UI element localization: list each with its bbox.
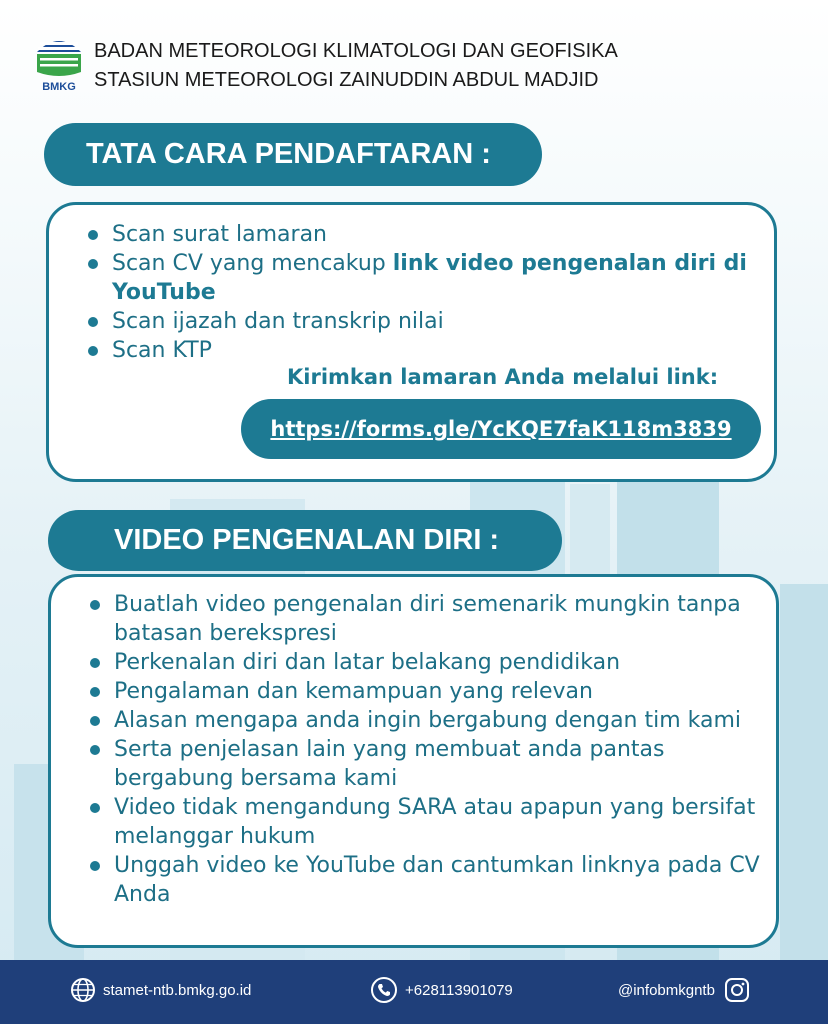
list-item — [84, 793, 764, 851]
bullet-icon — [90, 745, 100, 755]
list-item — [84, 706, 764, 735]
instagram-link[interactable] — [618, 972, 751, 1008]
bullet-icon — [90, 716, 100, 726]
list-item — [82, 220, 762, 249]
instagram-text: @infobmkgntb — [618, 981, 715, 999]
globe-icon — [70, 977, 96, 1003]
background-building — [780, 584, 828, 964]
list-item-text: Perkenalan diri dan latar belakang pendidikan — [114, 650, 621, 675]
list-item — [84, 677, 764, 706]
registration-list — [82, 220, 762, 365]
list-item-highlight: link video pengenalan diri di YouTube — [112, 251, 747, 305]
list-item-text: Scan ijazah dan transkrip nilai — [112, 309, 444, 334]
video-card — [48, 574, 779, 948]
bullet-icon — [88, 317, 98, 327]
bullet-icon — [88, 230, 98, 240]
list-item — [84, 590, 764, 648]
bullet-icon — [90, 861, 100, 871]
bullet-icon — [90, 600, 100, 610]
registration-title: TATA CARA PENDAFTARAN : — [44, 123, 542, 186]
list-item-text: Scan KTP — [112, 338, 212, 363]
bullet-icon — [88, 259, 98, 269]
video-list — [84, 590, 764, 909]
list-item-text: Pengalaman dan kemampuan yang relevan — [114, 679, 593, 704]
list-item-text: Scan CV yang mencakup — [112, 251, 393, 276]
bullet-icon — [90, 803, 100, 813]
send-label: Kirimkan lamaran Anda melalui link: — [287, 365, 719, 389]
form-link-button[interactable]: https://forms.gle/YcKQE7faK118m3839 — [241, 399, 761, 459]
footer — [0, 960, 828, 1024]
list-item-text: Serta penjelasan lain yang membuat anda pantas bergabung bersama kami — [114, 737, 665, 791]
list-item-text: Unggah video ke YouTube dan cantumkan linknya pada CV Anda — [114, 853, 760, 907]
logo-text: BMKG — [42, 81, 76, 92]
bullet-icon — [88, 346, 98, 356]
bullet-icon — [90, 658, 100, 668]
registration-card — [46, 202, 777, 482]
website-text: stamet-ntb.bmkg.go.id — [103, 981, 252, 999]
list-item — [82, 307, 762, 336]
list-item — [84, 648, 764, 677]
list-item-text: Scan surat lamaran — [112, 222, 328, 247]
bmkg-logo — [34, 32, 84, 92]
organization-name — [94, 37, 618, 95]
list-item — [82, 336, 762, 365]
website-link[interactable] — [70, 972, 251, 1008]
instagram-icon — [723, 976, 751, 1004]
list-item — [82, 249, 762, 307]
bullet-icon — [90, 687, 100, 697]
header — [34, 32, 794, 92]
phone-text: +628113901079 — [405, 981, 513, 999]
list-item-text: Video tidak mengandung SARA atau apapun yang bersifat melanggar hukum — [114, 795, 756, 849]
list-item-text: Buatlah video pengenalan diri semenarik mungkin tanpa batasan berekspresi — [114, 592, 741, 646]
video-title: VIDEO PENGENALAN DIRI : — [48, 510, 562, 571]
org-line-1: BADAN METEOROLOGI KLIMATOLOGI DAN GEOFISIKA — [94, 40, 618, 62]
phone-link[interactable] — [370, 972, 513, 1008]
list-item — [84, 851, 764, 909]
list-item — [84, 735, 764, 793]
org-line-2: STASIUN METEOROLOGI ZAINUDDIN ABDUL MADJID — [94, 69, 599, 91]
phone-icon — [370, 976, 398, 1004]
list-item-text: Alasan mengapa anda ingin bergabung dengan tim kami — [114, 708, 742, 733]
